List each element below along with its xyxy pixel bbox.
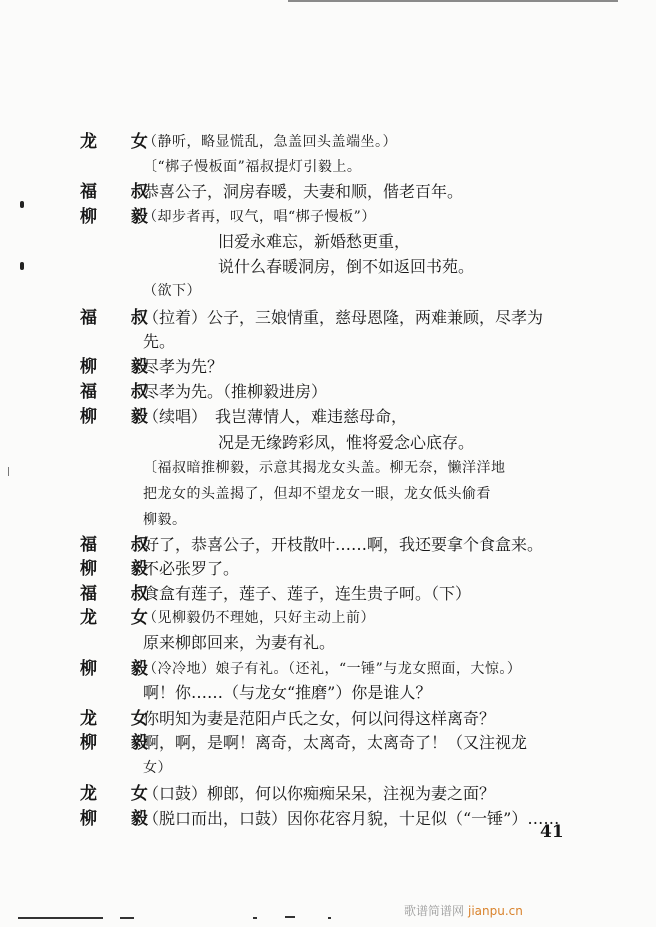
- stage-direction: 把龙女的头盖揭了，但却不望龙女一眼，龙女低头偷看: [143, 486, 491, 502]
- speaker-name: 龙 女: [80, 784, 162, 804]
- dialogue-text: （脱口而出，口鼓）因你花容月貌，十足似（“一锤”）……: [143, 809, 560, 828]
- bottom-rule: [253, 917, 257, 919]
- speaker-name: 柳 毅: [80, 809, 162, 829]
- dialogue-text: 啊！你……（与龙女“推磨”）你是谁人？: [143, 683, 432, 702]
- sung-lyric: 况是无缘跨彩凤，惟将爱念心底存。: [218, 433, 475, 452]
- speaker-name: 柳 毅: [80, 559, 162, 579]
- speaker-name: 龙 女: [80, 608, 162, 628]
- watermark: [404, 902, 523, 919]
- dialogue-text: （续唱） 我岂薄情人，难违慈母命，: [143, 407, 408, 426]
- speaker-name: 柳 毅: [80, 659, 162, 679]
- watermark-domain: jianpu.cn: [468, 904, 523, 918]
- speaker-name: 龙 女: [80, 709, 162, 729]
- stage-direction: 〔福叔暗推柳毅，示意其揭龙女头盖。柳无奈，懒洋洋地: [143, 460, 506, 476]
- dialogue-text: 恭喜公子，洞房春暖，夫妻和顺，偕老百年。: [143, 182, 464, 201]
- page-number: 41: [540, 822, 564, 842]
- stage-direction: 柳毅。: [143, 512, 187, 528]
- dialogue-text: 原来柳郎回来，为妻有礼。: [143, 633, 336, 652]
- bottom-rule: [285, 916, 295, 918]
- speaker-name: 柳 毅: [80, 733, 162, 753]
- dialogue-text: 不必张罗了。: [143, 559, 240, 578]
- margin-mark: [20, 262, 24, 270]
- stage-direction: 〔“梆子慢板面”福叔提灯引毅上。: [143, 159, 362, 175]
- stage-direction: （静听，略显慌乱，急盖回头盖端坐。）: [143, 134, 397, 150]
- bottom-rule: [120, 917, 134, 919]
- speaker-name: 柳 毅: [80, 207, 162, 227]
- speaker-name: 福 叔: [80, 382, 162, 402]
- margin-mark: [20, 201, 24, 208]
- dialogue-text: 食盒有莲子，莲子、莲子，连生贵子呵。（下）: [143, 584, 472, 603]
- stage-direction: （却步者再，叹气，唱“梆子慢板”）: [143, 209, 376, 225]
- stage-direction: （冷冷地）娘子有礼。（还礼，“一锤”与龙女照面，大惊。）: [143, 661, 522, 677]
- speaker-name: 福 叔: [80, 308, 162, 328]
- speaker-name: 福 叔: [80, 182, 162, 202]
- sung-lyric: 说什么春暖洞房，倒不如返回书苑。: [218, 257, 475, 276]
- bottom-rule: [18, 917, 103, 919]
- top-rule: [288, 0, 618, 2]
- stage-direction: （欲下）: [143, 283, 201, 299]
- margin-mark: [8, 467, 9, 476]
- speaker-name: 柳 毅: [80, 357, 162, 377]
- dialogue-text: 啊，啊，是啊！离奇，太离奇，太离奇了！（又注视龙: [143, 733, 528, 752]
- dialogue-text: （拉着）公子，三娘情重，慈母恩隆，两难兼顾，尽孝为: [143, 308, 544, 327]
- dialogue-text: 你明知为妻是范阳卢氏之女，何以问得这样离奇？: [143, 709, 496, 728]
- speaker-name: 福 叔: [80, 584, 162, 604]
- dialogue-text: 尽孝为先？: [143, 357, 224, 376]
- dialogue-text: 尽孝为先。（推柳毅进房）: [143, 382, 328, 401]
- stage-direction: 女）: [143, 760, 172, 776]
- watermark-site-name: 歌谱简谱网: [404, 904, 465, 918]
- stage-direction: （见柳毅仍不理她，只好主动上前）: [143, 610, 375, 626]
- dialogue-text: （口鼓）柳郎，何以你痴痴呆呆，注视为妻之面？: [143, 784, 496, 803]
- speaker-name: 龙 女: [80, 132, 162, 152]
- sung-lyric: 旧爱永难忘，新婚愁更重，: [218, 232, 411, 251]
- speaker-name: 福 叔: [80, 535, 162, 555]
- dialogue-text: 先。: [143, 332, 176, 351]
- speaker-name: 柳 毅: [80, 407, 162, 427]
- bottom-rule: [328, 917, 331, 919]
- dialogue-text: 好了，恭喜公子，开枝散叶……啊，我还要拿个食盒来。: [143, 535, 544, 554]
